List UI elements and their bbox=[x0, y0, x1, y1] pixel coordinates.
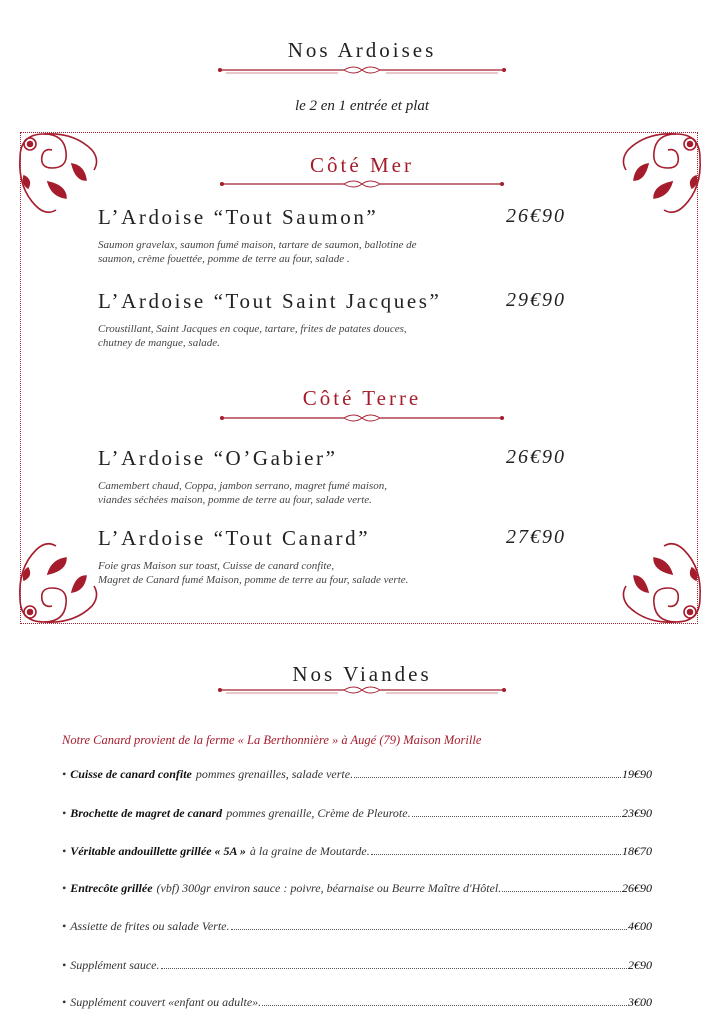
item-detail: (vbf) 300gr environ sauce : poivre, béarnaise ou Beurre Maître d'Hôtel. bbox=[156, 881, 502, 895]
leader-dots bbox=[354, 769, 621, 778]
bullet: • bbox=[62, 958, 67, 972]
dish-description bbox=[98, 479, 488, 507]
item-price: 23€90 bbox=[622, 806, 652, 820]
leader-dots bbox=[371, 846, 621, 855]
dish-tout-saumon bbox=[98, 205, 598, 266]
leader-dots bbox=[502, 883, 621, 892]
section-title-terre: Côté Terre bbox=[302, 386, 422, 410]
item-detail: pommes grenaille, Crème de Pleurote. bbox=[226, 806, 411, 820]
bullet: • bbox=[62, 995, 67, 1009]
dish-description-line: Magret de Canard fumé Maison, pomme de terre au four, salade verte. bbox=[98, 574, 409, 586]
dish-name: L’Ardoise “Tout Saint Jacques” bbox=[98, 289, 442, 313]
dish-description-line: Camembert chaud, Coppa, jambon serrano, magret fumé maison, bbox=[98, 480, 387, 492]
dish-description bbox=[98, 238, 488, 266]
item-price: 19€90 bbox=[622, 767, 652, 781]
item-detail: Assiette de frites ou salade Verte. bbox=[70, 919, 230, 933]
bullet: • bbox=[62, 806, 67, 820]
canard-provenance: Notre Canard provient de la ferme « La Berthonnière » à Augé (79) Maison Morille bbox=[62, 733, 482, 747]
dish-price: 27€90 bbox=[506, 526, 566, 548]
item-name: Entrecôte grillée bbox=[70, 881, 153, 895]
leader-dots bbox=[231, 921, 627, 930]
dish-description bbox=[98, 559, 488, 587]
dish-description bbox=[98, 322, 488, 350]
item-price: 3€00 bbox=[628, 995, 652, 1009]
item-name: Brochette de magret de canard bbox=[70, 806, 223, 820]
dish-description-line: saumon, crème fouettée, pomme de terre au four, salade . bbox=[98, 253, 350, 265]
item-detail: Supplément couvert «enfant ou adulte». bbox=[70, 995, 262, 1009]
section-divider-terre bbox=[220, 412, 504, 424]
dish-name: L’Ardoise “Tout Saumon” bbox=[98, 205, 379, 229]
bullet: • bbox=[62, 767, 67, 781]
leader-dots bbox=[262, 997, 627, 1006]
leader-dots bbox=[161, 960, 627, 969]
dish-price: 29€90 bbox=[506, 289, 566, 311]
item-detail: Supplément sauce. bbox=[70, 958, 160, 972]
menu-item-row bbox=[62, 844, 652, 862]
section-title-mer: Côté Mer bbox=[310, 153, 414, 177]
dish-ogabier bbox=[98, 446, 598, 507]
dish-description-line: Croustillant, Saint Jacques en coque, tartare, frites de patates douces, bbox=[98, 323, 407, 335]
corner-ornament-top-left bbox=[14, 128, 100, 228]
bullet: • bbox=[62, 844, 67, 858]
corner-ornament-bottom-right bbox=[620, 528, 706, 628]
dish-name: L’Ardoise “Tout Canard” bbox=[98, 526, 371, 550]
menu-item-row bbox=[62, 881, 652, 899]
page-title: Nos Ardoises bbox=[287, 38, 437, 62]
menu-item-row bbox=[62, 767, 652, 785]
menu-item-row bbox=[62, 919, 652, 937]
item-price: 4€00 bbox=[628, 919, 652, 933]
item-price: 18€70 bbox=[622, 844, 652, 858]
dish-price: 26€90 bbox=[506, 446, 566, 468]
section-divider-mer bbox=[220, 178, 504, 190]
corner-ornament-bottom-left bbox=[14, 528, 100, 628]
dish-description-line: Foie gras Maison sur toast, Cuisse de canard confite, bbox=[98, 560, 335, 572]
bullet: • bbox=[62, 919, 67, 933]
dish-price: 26€90 bbox=[506, 205, 566, 227]
title-divider bbox=[218, 64, 506, 76]
item-detail: à la graine de Moutarde. bbox=[249, 844, 370, 858]
dish-description-line: Saumon gravelax, saumon fumé maison, tartare de saumon, ballotine de bbox=[98, 239, 417, 251]
dish-tout-canard bbox=[98, 526, 598, 587]
dish-tout-saint-jacques bbox=[98, 289, 598, 350]
item-price: 2€90 bbox=[628, 958, 652, 972]
bullet: • bbox=[62, 881, 67, 895]
viandes-title: Nos Viandes bbox=[292, 662, 432, 686]
leader-dots bbox=[412, 808, 621, 817]
menu-item-row bbox=[62, 958, 652, 976]
item-price: 26€90 bbox=[622, 881, 652, 895]
menu-item-row bbox=[62, 995, 652, 1013]
item-name: Véritable andouillette grillée « 5A » bbox=[70, 844, 246, 858]
corner-ornament-top-right bbox=[620, 128, 706, 228]
page-subtitle: le 2 en 1 entrée et plat bbox=[294, 98, 430, 114]
item-detail: pommes grenailles, salade verte. bbox=[195, 767, 354, 781]
dish-description-line: viandes séchées maison, pomme de terre au four, salade verte. bbox=[98, 494, 372, 506]
menu-item-row bbox=[62, 806, 652, 824]
item-name: Cuisse de canard confite bbox=[70, 767, 192, 781]
viandes-divider bbox=[218, 684, 506, 696]
dish-description-line: chutney de mangue, salade. bbox=[98, 337, 220, 349]
dish-name: L’Ardoise “O’Gabier” bbox=[98, 446, 338, 470]
